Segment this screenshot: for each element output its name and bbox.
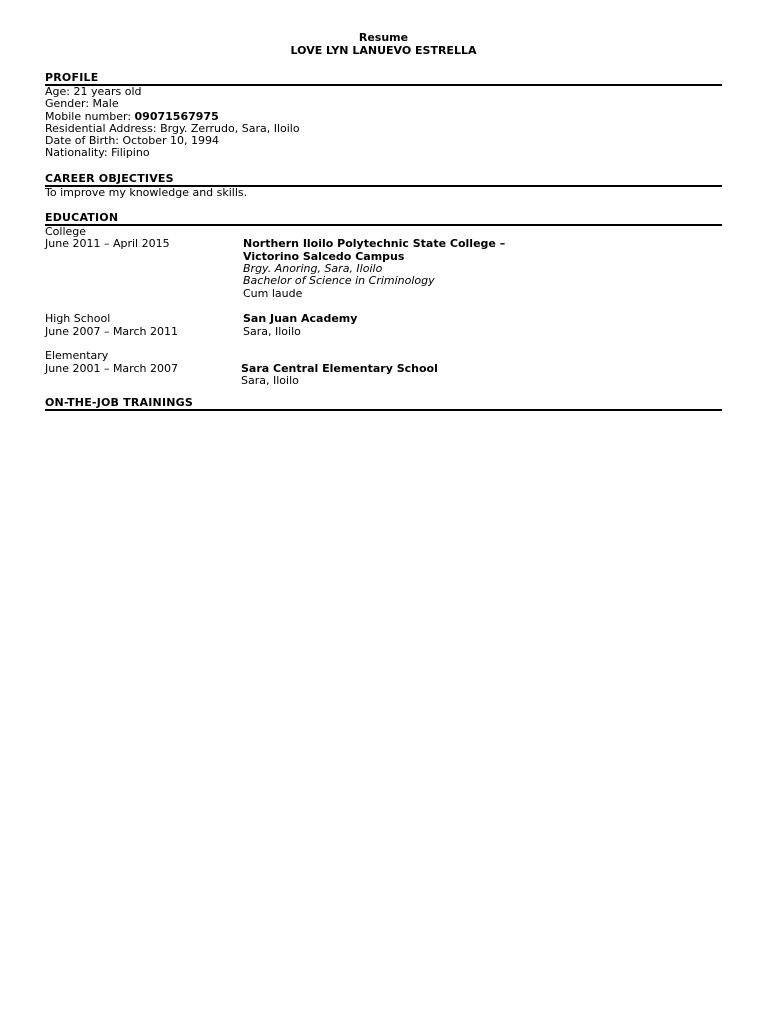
high-school-entry	[45, 313, 722, 338]
college-degree: Bachelor of Science in Criminology	[243, 274, 435, 288]
high-school-dates: June 2007 – March 2011	[45, 324, 178, 338]
college-details	[243, 238, 505, 299]
ojt-divider	[45, 409, 722, 411]
mobile-label: Mobile number:	[45, 109, 135, 123]
college-location: Brgy. Anoring, Sara, Iloilo	[243, 261, 383, 275]
elementary-school-name: Sara Central Elementary School	[241, 361, 438, 375]
college-entry	[45, 238, 722, 299]
elementary-level: Elementary	[45, 349, 109, 363]
profile-age: Age: 21 years old	[45, 85, 142, 98]
ojt-heading: ON-THE-JOB TRAININGS	[45, 395, 193, 409]
elementary-location: Sara, Iloilo	[241, 373, 299, 387]
high-school-details	[243, 313, 357, 338]
document-title: Resume	[358, 31, 409, 44]
education-heading: EDUCATION	[45, 211, 119, 225]
college-dates: June 2011 – April 2015	[45, 237, 170, 251]
resume-page	[45, 31, 722, 411]
college-school-line2: Victorino Salcedo Campus	[243, 249, 405, 263]
high-school-location: Sara, Iloilo	[243, 324, 301, 338]
career-heading: CAREER OBJECTIVES	[45, 171, 174, 185]
profile-dob: Date of Birth: October 10, 1994	[45, 134, 220, 148]
profile-nationality: Nationality: Filipino	[45, 146, 150, 160]
profile-gender: Gender: Male	[45, 97, 119, 111]
mobile-value: 09071567975	[134, 109, 219, 123]
elementary-dates: June 2001 – March 2007	[45, 361, 178, 375]
career-objective-text: To improve my knowledge and skills.	[45, 185, 248, 199]
high-school-labels	[45, 313, 178, 338]
elementary-entry	[45, 363, 722, 388]
profile-address: Residential Address: Brgy. Zerrudo, Sara, Iloilo	[45, 121, 300, 135]
college-level: College	[45, 225, 87, 239]
college-school-line1: Northern Iloilo Polytechnic State College –	[243, 237, 506, 251]
elementary-details	[241, 363, 438, 388]
high-school-level: High School	[45, 312, 111, 326]
profile-heading: PROFILE	[45, 71, 99, 84]
college-honor: Cum laude	[243, 286, 303, 300]
high-school-name: San Juan Academy	[243, 312, 358, 326]
applicant-name: LOVE LYN LANUEVO ESTRELLA	[290, 44, 477, 57]
